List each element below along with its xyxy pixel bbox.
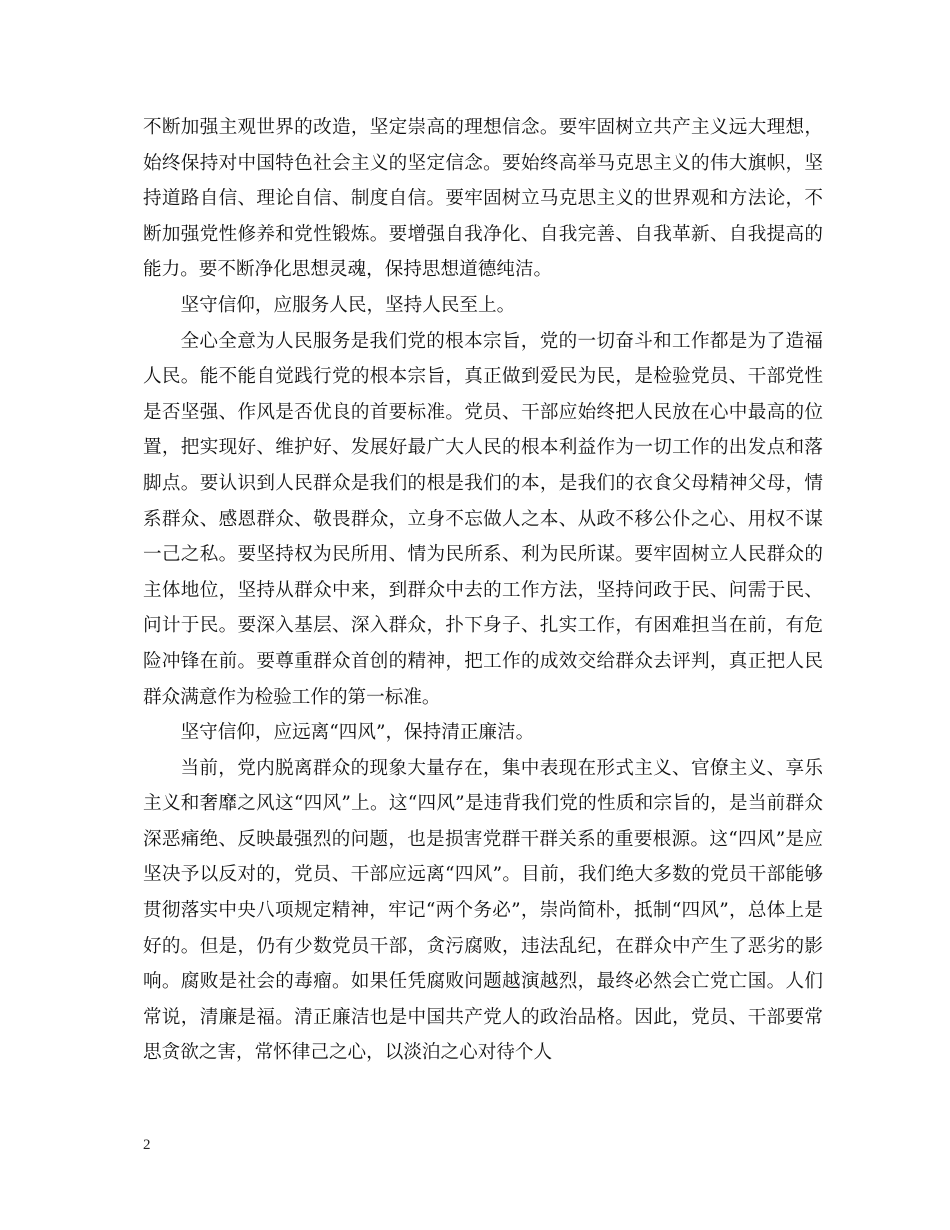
paragraph-2-heading: 坚守信仰，应服务人民，坚持人民至上。 — [180, 294, 516, 316]
document-body — [143, 110, 823, 1071]
paragraph-5: 当前，党内脱离群众的现象大量存在，集中表现在形式主义、官僚主义、享乐主义和奢靡之风这“四风”上。这“四风”是违背我们党的性质和宗旨的，是当前群众深恶痛绝、反映最强烈的问题，也是损害党群干群关系的重要根源。这“四风”是应坚决予以反对的，党员、干部应远离“四风”。目前，我们绝大多数的党员干部能够贯彻落实中央八项规定精神，牢记“两个务必”，崇尚简朴，抵制“四风”，总体上是好的。但是，仍有少数党员干部，贪污腐败，违法乱纪，在群众中产生了恶劣的影响。腐败是社会的毒瘤。如果任凭腐败问题越演越烈，最终必然会亡党亡国。人们常说，清廉是福。清正廉洁也是中国共产党人的政治品格。因此，党员、干部要常思贪欲之害，常怀律己之心，以淡泊之心对待个人 — [143, 757, 823, 1064]
paragraph-4-heading: 坚守信仰，应远离“四风”，保持清正廉洁。 — [180, 722, 535, 744]
paragraph-3: 全心全意为人民服务是我们党的根本宗旨，党的一切奋斗和工作都是为了造福人民。能不能自觉践行党的根本宗旨，真正做到爱民为民，是检验党员、干部党性是否坚强、作风是否优良的首要标准。党员、干部应始终把人民放在心中最高的位置，把实现好、维护好、发展好最广大人民的根本利益作为一切工作的出发点和落脚点。要认识到人民群众是我们的根是我们的本，是我们的衣食父母精神父母，情系群众、感恩群众、敬畏群众，立身不忘做人之本、从政不移公仆之心、用权不谋一己之私。要坚持权为民所用、情为民所系、利为民所谋。要牢固树立人民群众的主体地位，坚持从群众中来，到群众中去的工作方法，坚持问政于民、问需于民、问计于民。要深入基层、深入群众，扑下身子、扎实工作，有困难担当在前，有危险冲锋在前。要尊重群众首创的精神，把工作的成效交给群众去评判，真正把人民群众满意作为检验工作的第一标准。 — [143, 330, 823, 708]
paragraph-1: 不断加强主观世界的改造，坚定崇高的理想信念。要牢固树立共产主义远大理想，始终保持对中国特色社会主义的坚定信念。要始终高举马克思主义的伟大旗帜，坚持道路自信、理论自信、制度自信。要牢固树立马克思主义的世界观和方法论，不断加强党性修养和党性锻炼。要增强自我净化、自我完善、自我革新、自我提高的能力。要不断净化思想灵魂，保持思想道德纯洁。 — [143, 117, 823, 281]
page-number: 2 — [143, 1137, 151, 1153]
